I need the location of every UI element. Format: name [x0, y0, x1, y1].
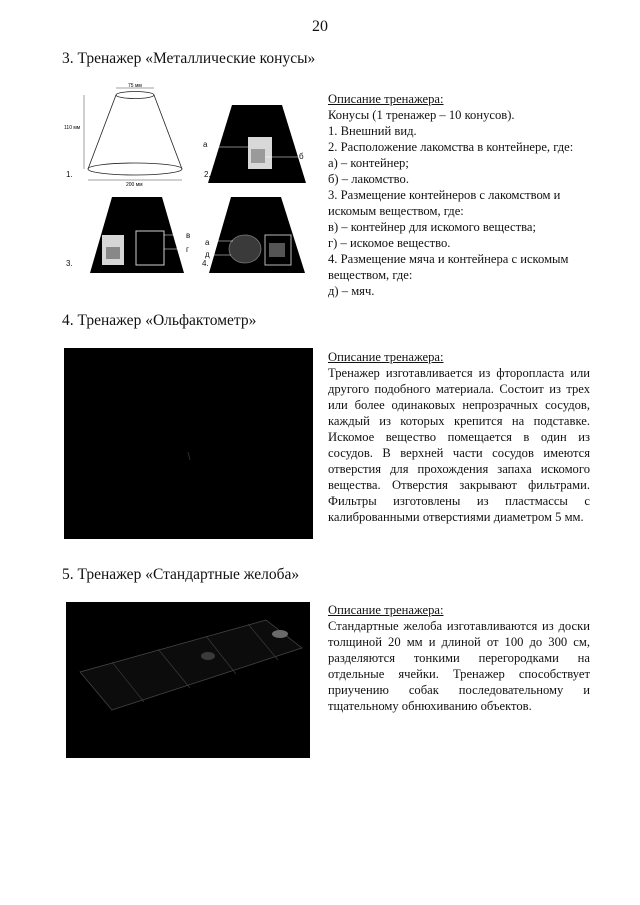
section-title-troughs: 5. Тренажер «Стандартные желоба» [62, 566, 300, 583]
cone-ball-photo [207, 197, 311, 273]
description-line: в) – контейнер для искомого вещества; [328, 220, 536, 234]
cones-description [328, 91, 590, 299]
dim-top-label: 75 мм [128, 83, 142, 89]
page-number: 20 [312, 18, 328, 35]
description-line: 4. Размещение мяча и контейнера с искомым [328, 252, 569, 266]
cone-left-edge [88, 95, 116, 169]
cone-right-edge [154, 95, 182, 169]
dim-bottom-label: 200 мм [126, 182, 143, 187]
description-heading: Описание тренажера: [328, 603, 444, 617]
callout-a-panel4: а [205, 238, 210, 247]
description-line: д) – мяч. [328, 284, 375, 298]
description-line: искомым веществом, где: [328, 204, 464, 218]
cone-diagram [62, 82, 192, 187]
callout-b-panel2: б [299, 152, 304, 161]
description-line: 3. Размещение контейнеров с лакомством и [328, 188, 561, 202]
description-line: 1. Внешний вид. [328, 124, 417, 138]
description-line: веществом, где: [328, 268, 413, 282]
description-line: г) – искомое вещество. [328, 236, 451, 250]
callout-g-panel3: г [186, 245, 189, 254]
callout-d-panel4: д [205, 250, 210, 259]
panel-label-2: 2. [204, 170, 211, 179]
description-line: б) – лакомство. [328, 172, 409, 186]
panel-label-4: 4. [202, 259, 209, 268]
description-text: Тренажер изготавливается из фторопласта или другого подобного материала. Состоит из трех или более одинаковых непрозрачных сосудов, каждый из которых крепится на подставке. Искомое вещество помещается в один из сосудов. В верхней части сосудов имеются отверстия для прохождения запаха искомого вещества. Отверстия закрывают фильтрами. Фильтры изготовлены из пластмассы с калиброванными отверстиями диаметром 5 мм. [328, 366, 590, 524]
section-title-cones: 3. Тренажер «Металлические конусы» [62, 50, 316, 67]
cone-placement-photo [86, 197, 192, 273]
cone-container-photo [202, 105, 312, 183]
cone-bottom-ellipse [88, 163, 182, 175]
description-line: 2. Расположение лакомства в контейнере, где: [328, 140, 574, 154]
description-heading: Описание тренажера: [328, 350, 444, 364]
cone-top-ellipse [116, 92, 154, 99]
panel-label-3: 3. [66, 259, 73, 268]
dim-height-label: 110 мм [64, 125, 81, 131]
description-text: Стандартные желоба изготавливаются из доски толщиной 20 мм и длиной от 100 до 300 см, разделяются тонкими перегородками на отдельные ячейки. Тренажер способствует приучению собак последовательному и тщательному обнюхиванию объектов. [328, 619, 590, 713]
section-title-olfactometer: 4. Тренажер «Ольфактометр» [62, 312, 257, 329]
troughs-description [328, 602, 590, 714]
callout-v-panel3: в [186, 231, 191, 240]
callout-a-panel2: а [203, 140, 208, 149]
troughs-photo [66, 602, 310, 758]
olfactometer-photo [64, 348, 313, 539]
olfactometer-description [328, 349, 590, 525]
description-heading: Описание тренажера: [328, 92, 444, 106]
description-line: а) – контейнер; [328, 156, 409, 170]
description-line: Конусы (1 тренажер – 10 конусов). [328, 108, 515, 122]
panel-label-1: 1. [66, 170, 73, 179]
